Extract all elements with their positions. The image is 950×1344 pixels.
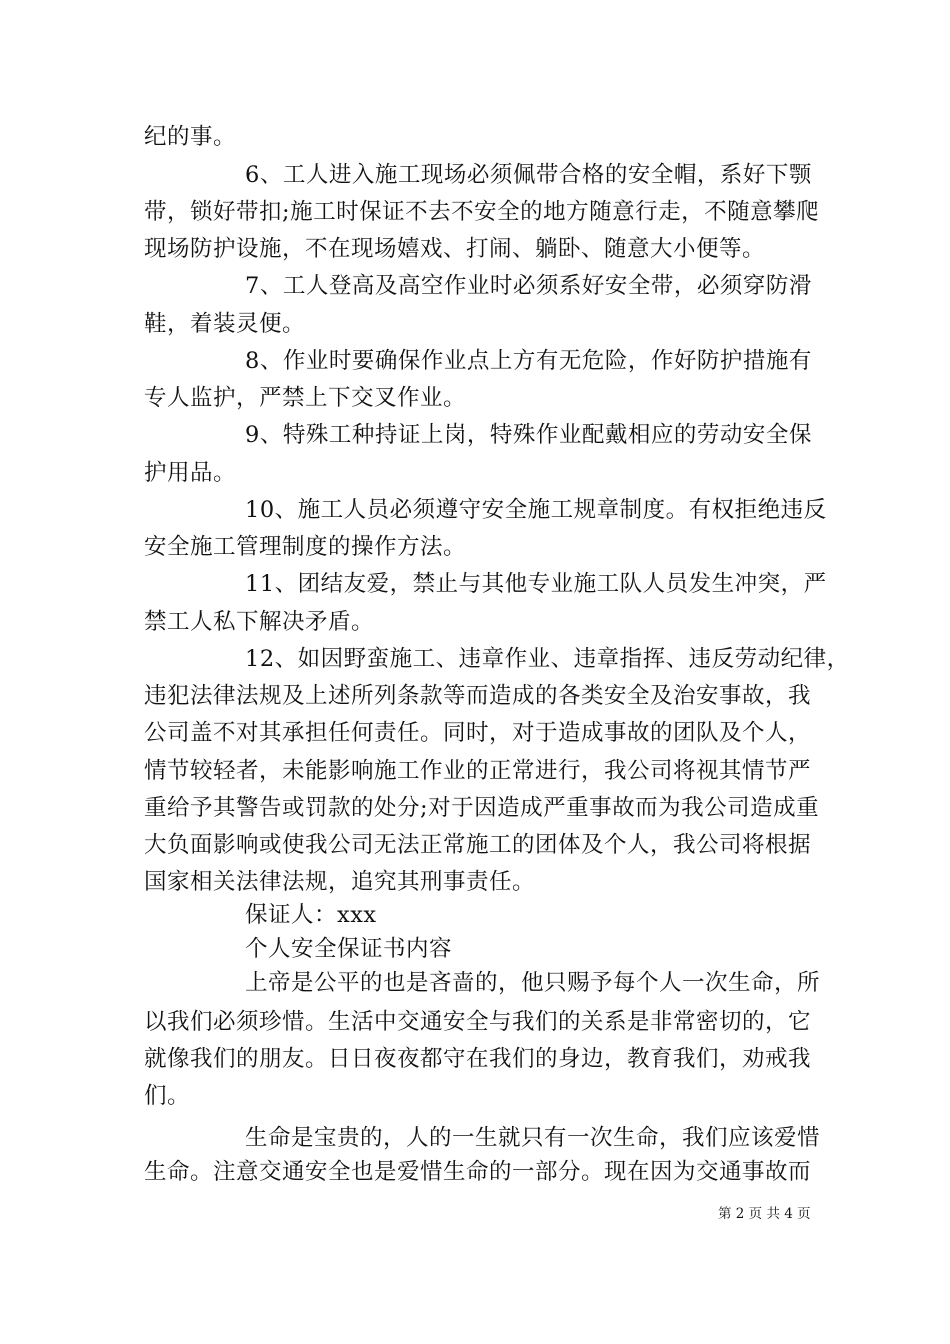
guarantor-line: 保证人：xxx [245,902,377,928]
text-line: 上帝是公平的也是吝啬的，他只赐予每个人一次生命，所 [245,970,821,996]
text-line: 7、工人登高及高空作业时必须系好安全带，必须穿防滑 [245,273,812,299]
text-line: 生命。注意交通安全也是爱惜生命的一部分。现在因为交通事故而 [144,1159,812,1185]
text-line: 违犯法律法规及上述所列条款等而造成的各类安全及治安事故，我 [144,683,812,709]
text-line: 现场防护设施，不在现场嬉戏、打闹、躺卧、随意大小便等。 [144,236,766,262]
text-line: 鞋，着装灵便。 [144,311,306,337]
section-heading: 个人安全保证书内容 [245,936,453,962]
text-line: 以我们必须珍惜。生活中交通安全与我们的关系是非常密切的，它 [144,1009,812,1035]
text-line: 禁工人私下解决矛盾。 [144,609,375,635]
text-line: 安全施工管理制度的操作方法。 [144,534,467,560]
text-line: 11、团结友爱，禁止与其他专业施工队人员发生冲突，严 [245,571,827,597]
text-line: 重给予其警告或罚款的处分;对于因造成严重事故而为我公司造成重 [144,795,820,821]
text-line: 生命是宝贵的，人的一生就只有一次生命，我们应该爱惜 [245,1125,821,1151]
text-line: 12、如因野蛮施工、违章作业、违章指挥、违反劳动纪律， [245,646,850,672]
text-line: 公司盖不对其承担任何责任。同时，对于造成事故的团队及个人， [144,720,812,746]
text-line: 情节较轻者，未能影响施工作业的正常进行，我公司将视其情节严 [144,758,812,784]
text-line: 10、施工人员必须遵守安全施工规章制度。有权拒绝违反 [245,497,827,523]
text-line: 就像我们的朋友。日日夜夜都守在我们的身边，教育我们，劝戒我 [144,1046,812,1072]
text-line: 大负面影响或使我公司无法正常施工的团体及个人，我公司将根据 [144,832,812,858]
text-line: 们。 [144,1083,191,1109]
text-line: 专人监护，严禁上下交叉作业。 [144,385,467,411]
text-line: 护用品。 [144,460,237,486]
page-number: 第 2 页 共 4 页 [718,1206,811,1222]
text-line: 带，锁好带扣;施工时保证不去不安全的地方随意行走，不随意攀爬 [144,199,820,225]
text-line: 8、作业时要确保作业点上方有无危险，作好防护措施有 [245,348,812,374]
text-line: 国家相关法律法规，追究其刑事责任。 [144,869,536,895]
text-line: 纪的事。 [144,124,237,150]
text-line: 6、工人进入施工现场必须佩带合格的安全帽，系好下颚 [245,162,812,188]
text-line: 9、特殊工种持证上岗，特殊作业配戴相应的劳动安全保 [245,422,812,448]
